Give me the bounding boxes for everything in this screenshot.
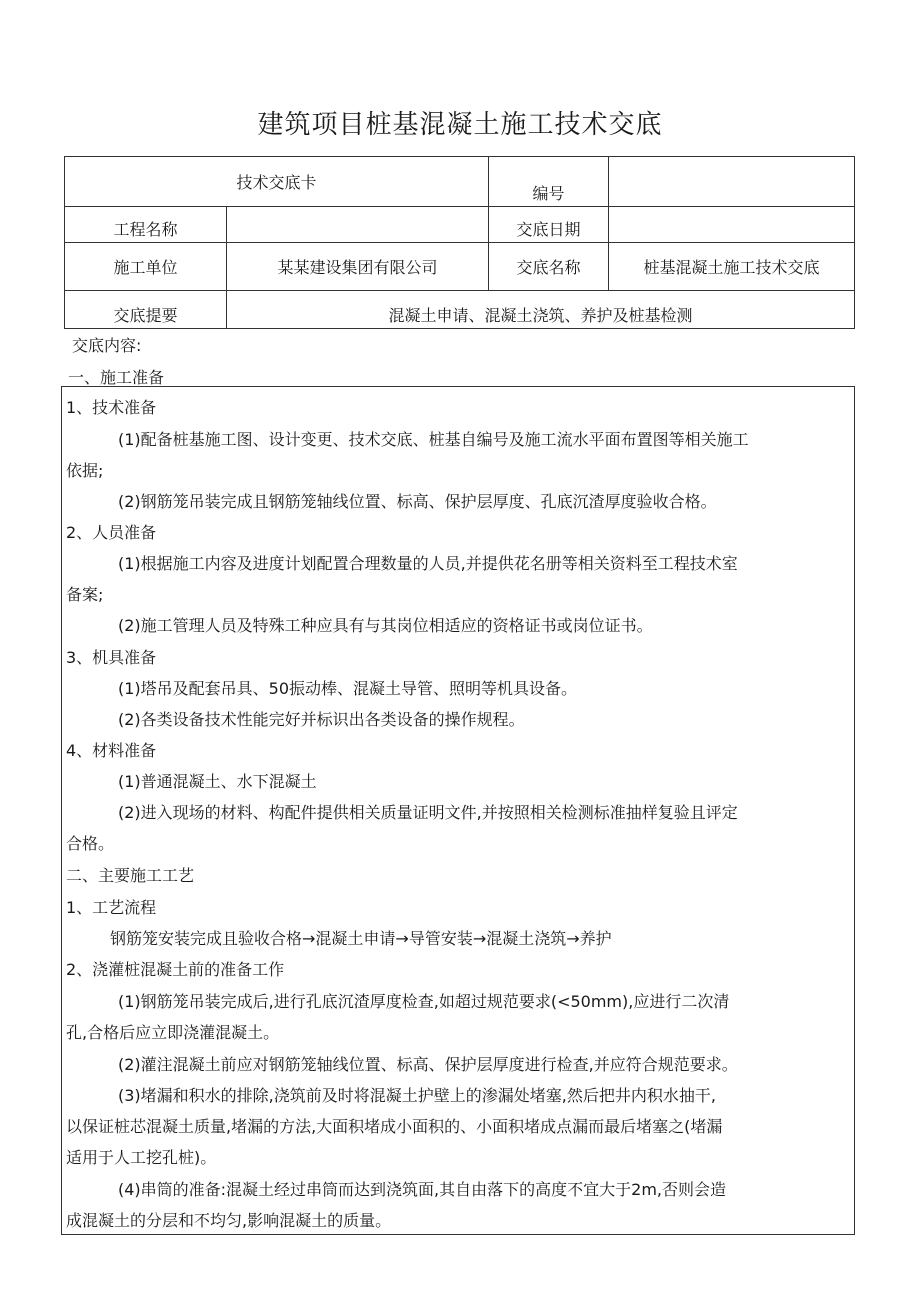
paragraph-line: 以保证桩芯混凝土质量,堵漏的方法,大面积堵成小面积的、小面积堵成点漏而最后堵塞之(堵漏 — [66, 1117, 723, 1136]
date-label: 交底日期 — [489, 207, 609, 243]
card-row-unit — [65, 243, 855, 291]
paragraph-line: 成混凝土的分层和不均匀,影响混凝土的质量。 — [66, 1211, 392, 1230]
paragraph-line: (3)堵漏和积水的排除,浇筑前及时将混凝土护壁上的渗漏处堵塞,然后把井内积水抽干, — [118, 1086, 716, 1105]
paragraph-line: 备案; — [66, 585, 104, 604]
paragraph-line: (2)钢筋笼吊装完成且钢筋笼轴线位置、标高、保护层厚度、孔底沉渣厚度验收合格。 — [118, 492, 717, 511]
paragraph-line: (1)钢筋笼吊装完成后,进行孔底沉渣厚度检查,如超过规范要求(<50mm),应进行二次清 — [118, 992, 730, 1011]
project-value — [227, 207, 489, 243]
paragraph-line: (2)施工管理人员及特殊工种应具有与其岗位相适应的资格证书或岗位证书。 — [118, 616, 653, 635]
card-row-title — [65, 157, 855, 207]
paragraph-line: 合格。 — [66, 834, 115, 853]
section-heading-preparation: 一、施工准备 — [68, 368, 165, 387]
paragraph-line: (4)串筒的准备:混凝土经过串筒而达到浇筑面,其自由落下的高度不宜大于2m,否则会造 — [118, 1180, 726, 1199]
card-row-project — [65, 207, 855, 243]
disclosure-card-table — [64, 156, 855, 329]
project-label: 工程名称 — [65, 207, 227, 243]
unit-value: 某某建设集团有限公司 — [227, 243, 489, 291]
number-label: 编号 — [489, 157, 609, 207]
date-value — [609, 207, 855, 243]
heading-tech-prep: 1、技术准备 — [66, 398, 157, 417]
summary-value: 混凝土申请、混凝土浇筑、养护及桩基检测 — [227, 291, 855, 329]
paragraph-line: 适用于人工挖孔桩)。 — [66, 1148, 217, 1167]
paragraph-line: 钢筋笼安装完成且验收合格→混凝土申请→导管安装→混凝土浇筑→养护 — [110, 929, 612, 948]
heading-main-process: 二、主要施工工艺 — [66, 866, 195, 885]
name-value: 桩基混凝土施工技术交底 — [609, 243, 855, 291]
content-label: 交底内容: — [72, 336, 142, 355]
number-value — [609, 157, 855, 207]
paragraph-line: (2)灌注混凝土前应对钢筋笼轴线位置、标高、保护层厚度进行检查,并应符合规范要求。 — [118, 1055, 738, 1074]
card-title: 技术交底卡 — [65, 157, 489, 207]
heading-equipment-prep: 3、机具准备 — [66, 648, 157, 667]
card-row-summary — [65, 291, 855, 329]
paragraph-line: (2)各类设备技术性能完好并标识出各类设备的操作规程。 — [118, 710, 525, 729]
paragraph-line: (1)塔吊及配套吊具、50振动棒、混凝土导管、照明等机具设备。 — [118, 679, 578, 698]
heading-process-flow: 1、工艺流程 — [66, 898, 157, 917]
unit-label: 施工单位 — [65, 243, 227, 291]
document-title: 建筑项目桩基混凝土施工技术交底 — [257, 110, 663, 140]
paragraph-line: (2)进入现场的材料、构配件提供相关质量证明文件,并按照相关检测标准抽样复验且评定 — [118, 803, 738, 822]
summary-label: 交底提要 — [65, 291, 227, 329]
paragraph-line: (1)配备桩基施工图、设计变更、技术交底、桩基自编号及施工流水平面布置图等相关施工 — [118, 430, 749, 449]
heading-staff-prep: 2、人员准备 — [66, 523, 157, 542]
heading-pour-prep: 2、浇灌桩混凝土前的准备工作 — [66, 960, 285, 979]
paragraph-line: 孔,合格后应立即浇灌混凝土。 — [66, 1023, 280, 1042]
paragraph-line: (1)根据施工内容及进度计划配置合理数量的人员,并提供花名册等相关资料至工程技术室 — [118, 554, 738, 573]
paragraph-line: 依据; — [66, 461, 104, 480]
paragraph-line: (1)普通混凝土、水下混凝土 — [118, 772, 317, 791]
heading-material-prep: 4、材料准备 — [66, 741, 157, 760]
name-label: 交底名称 — [489, 243, 609, 291]
